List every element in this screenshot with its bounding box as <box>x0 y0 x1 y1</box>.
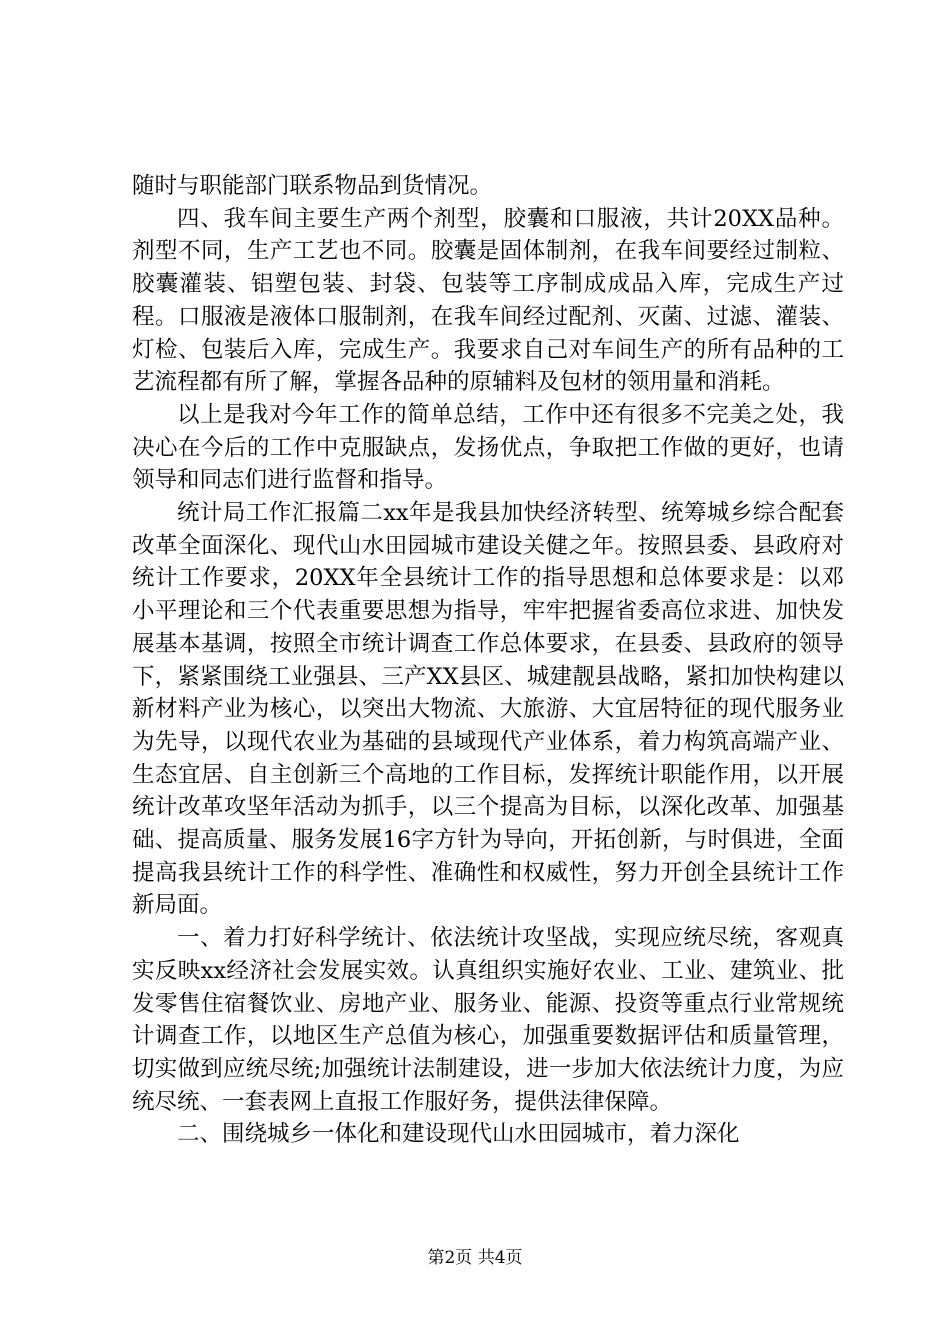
paragraph-6: 二、围绕城乡一体化和建设现代山水田园城市，着力深化 <box>177 1121 740 1148</box>
paragraph-1: 随时与职能部门联系物品到货情况。 <box>132 173 493 199</box>
document-body <box>132 170 844 1151</box>
paragraph-4: 统计局工作汇报篇二xx年是我县加快经济转型、统筹城乡综合配套改革全面深化、现代山水田园城市建设关健之年。按照县委、县政府对统计工作要求，20XX年全县统计工作的指导思想和总体要求是：以邓小平理论和三个代表重要思想为指导，牢牢把握省委高位求进、加快发展基本基调，按照全市统计调查工作总体要求，在县委、县政府的领导下，紧紧围绕工业强县、三产XX县区、城建靓县战略，紧扣加快构建以新材料产业为核心，以突出大物流、大旅游、大宜居特征的现代服务业为先导，以现代农业为基础的县域现代产业体系，着力构筑高端产业、生态宜居、自主创新三个高地的工作目标，发挥统计职能作用，以开展统计改革攻坚年活动为抓手，以三个提高为目标，以深化改革、加强基础、提高质量、服务发展16字方针为导向，开拓创新，与时俱进，全面提高我县统计工作的科学性、准确性和权威性，努力开创全县统计工作新局面。 <box>132 500 844 919</box>
page-number-footer: 第2页 共4页 <box>427 1248 523 1268</box>
paragraph-2: 四、我车间主要生产两个剂型，胶囊和口服液，共计20XX品种。剂型不同，生产工艺也不同。胶囊是固体制剂，在我车间要经过制粒、胶囊灌装、铝塑包装、封袋、包装等工序制成成品入库，完成生产过程。口服液是液体口服制剂，在我车间经过配剂、灭菌、过滤、灌装、灯检、包装后入库，完成生产。我要求自己对车间生产的所有品种的工艺流程都有所了解，掌握各品种的原辅料及包材的领用量和消耗。 <box>132 205 844 396</box>
paragraph-3: 以上是我对今年工作的简单总结，工作中还有很多不完美之处，我决心在今后的工作中克服缺点，发扬优点，争取把工作做的更好，也请领导和同志们进行监督和指导。 <box>132 401 844 494</box>
paragraph-5: 一、着力打好科学统计、依法统计攻坚战，实现应统尽统，客观真实反映xx经济社会发展实效。认真组织实施好农业、工业、建筑业、批发零售住宿餐饮业、房地产业、服务业、能源、投资等重点行业常规统计调查工作，以地区生产总值为核心，加强重要数据评估和质量管理，切实做到应统尽统;加强统计法制建设，进一步加大依法统计力度，为应统尽统、一套表网上直报工作服好务，提供法律保障。 <box>132 925 844 1115</box>
